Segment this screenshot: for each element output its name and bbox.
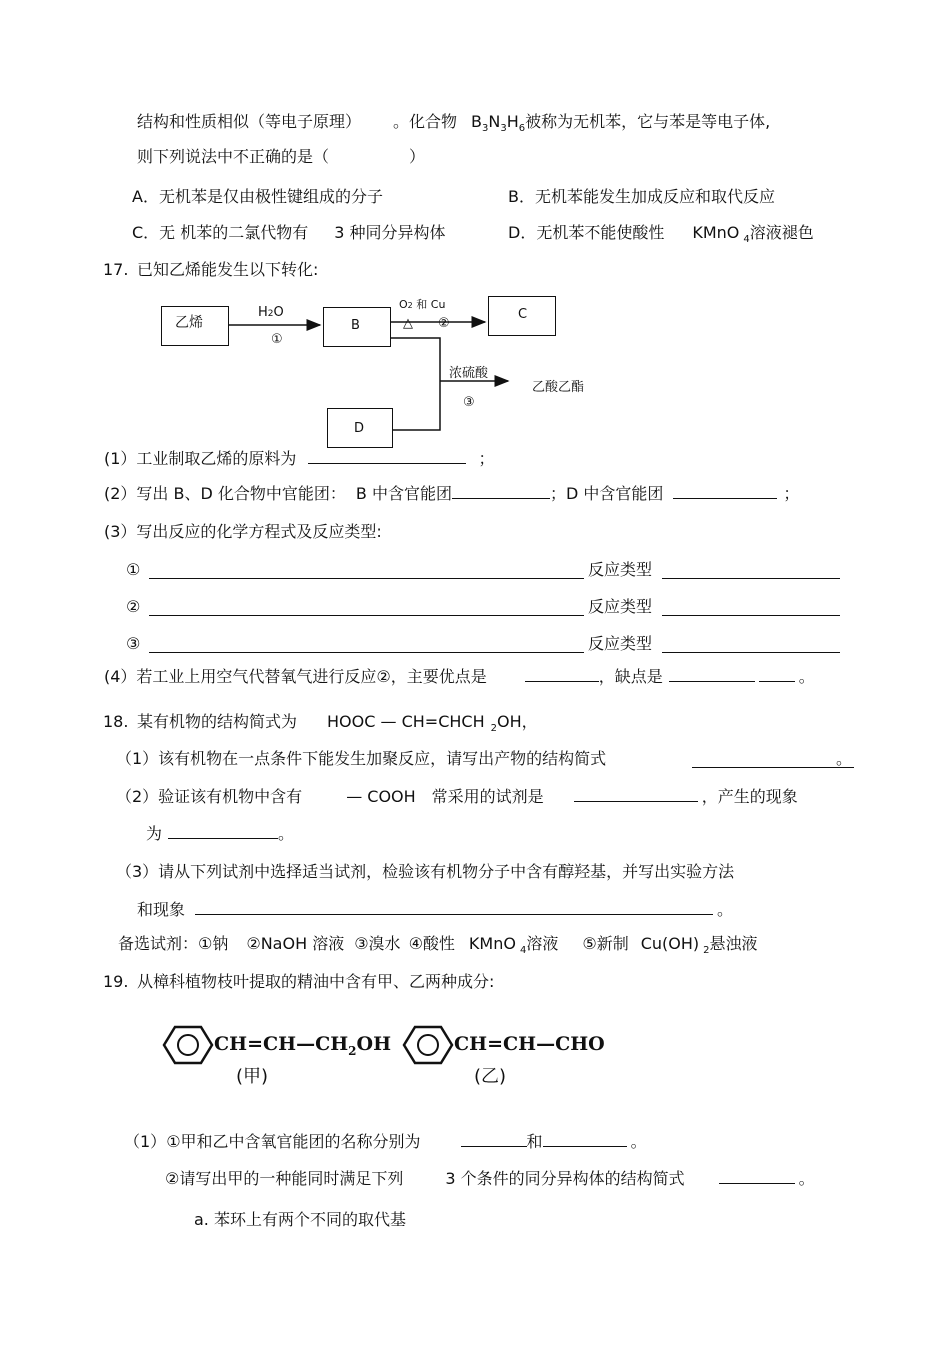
q16-line1b: 。化合物 [393,112,458,131]
q18-part2: （2）验证该有机物中含有 — COOH 常采用的试剂是 ，产生的现象 [116,787,798,806]
answer-blank-reagent[interactable] [574,787,698,802]
q17-stem: 已知乙烯能发生以下转化: [137,260,319,279]
q16-formula: $B_3N_3H_6$ [471,112,526,134]
eq-row-1-mark: ① [126,560,141,579]
step1-label: ① [271,332,283,347]
q18-part3-cont: 和现象 。 [137,900,734,919]
answer-blank-group-a[interactable] [461,1132,527,1147]
reagent-water: H2O [258,305,284,320]
benzene-ring-icon [162,1024,214,1066]
eq-row-1-type-label: 反应类型 [588,560,653,579]
answer-blank-group-b[interactable] [543,1132,627,1147]
eq-row-3-type-label: 反应类型 [588,634,653,653]
answer-blank-equation-3[interactable] [149,652,584,653]
eq-row-2-mark: ② [126,597,141,616]
q19-condition-a: a. 苯环上有两个不同的取代基 [194,1210,406,1229]
q16-option-d: D．无机苯不能使酸性 KMnO $_4$溶液褪色 [508,223,814,245]
q17-part2: (2）写出 B、D 化合物中官能团： B 中含官能团 ；D 中含官能团 ； [104,484,800,503]
eq-row-2-type-label: 反应类型 [588,597,653,616]
eq-row-3-mark: ③ [126,634,141,653]
answer-blank-equation-2[interactable] [149,615,584,616]
q17-part4: (4）若工业上用空气代替氧气进行反应②，主要优点是 ，缺点是 。 [104,667,815,686]
q19-part1b: ②请写出甲的一种能同时满足下列 3 个条件的同分异构体的结构简式 。 [165,1169,815,1188]
answer-blank-polymer[interactable] [692,767,854,768]
q16-option-a: A．无机苯是仅由极性键组成的分子 [132,187,383,206]
step3-label: ③ [463,395,475,410]
q19-number: 19. [103,972,129,991]
answer-blank-equation-1[interactable] [149,578,584,579]
answer-blank-type-2[interactable] [662,615,840,616]
molecule-b-label: (乙) [474,1066,507,1087]
q19-part1: （1）①甲和乙中含氧官能团的名称分别为 和 。 [124,1132,647,1151]
q17-part3: (3）写出反应的化学方程式及反应类型: [104,522,382,541]
box-ethylene-label: 乙烯 [175,315,203,331]
heat-symbol: △ [403,316,413,331]
answer-blank-method[interactable] [195,900,713,915]
q16-option-b: B．无机苯能发生加成反应和取代反应 [508,187,775,206]
answer-blank-phenomenon[interactable] [168,824,278,839]
q18-number: 18. [103,712,129,731]
answer-blank-type-3[interactable] [662,652,840,653]
answer-blank-b-group[interactable] [452,484,550,499]
product-ethyl-acetate: 乙酸乙酯 [532,380,585,395]
reagent-o2-cu: O2 和 Cu [399,298,446,311]
step2-label: ② [438,316,450,331]
diagram-arrows [0,0,950,500]
box-b-label: B [351,318,360,333]
box-c-label: C [518,307,528,322]
molecule-b-chain: CH=CH—CHO [454,1033,605,1055]
connector-b-d [390,338,440,430]
answer-blank-d-group[interactable] [673,484,777,499]
q19-stem: 从樟科植物枝叶提取的精油中含有甲、乙两种成分: [137,972,495,991]
q18-part1: （1）该有机物在一点条件下能发生加聚反应，请写出产物的结构简式 [116,749,607,768]
molecule-a-chain: $CH=CH—CH_2OH$ [214,1033,392,1058]
answer-blank-type-1[interactable] [662,578,840,579]
benzene-ring-icon [402,1024,454,1066]
box-d-label: D [354,421,365,436]
answer-blank-isomer[interactable] [719,1169,795,1184]
q18-part3: （3）请从下列试剂中选择适当试剂，检验该有机物分子中含有醇羟基，并写出实验方法 [116,862,735,881]
answer-blank-advantage[interactable] [525,667,599,682]
q18-reagent-list: 备选试剂：①钠 ②NaOH 溶液 ③溴水 ④酸性 KMnO $_4$溶液 ⑤新制 Cu(OH) $_2$悬浊液 [118,934,758,956]
q18-part2-cont: 为 。 [146,824,295,843]
answer-blank-disadvantage[interactable] [669,667,755,682]
q17-part1: (1）工业制取乙烯的原料为 ； [104,449,495,468]
reagent-conc-h2so4: 浓硫酸 [449,366,489,381]
q16-line1c: 被称为无机苯，它与苯是等电子体, [525,112,771,131]
q17-number: 17. [103,260,129,279]
molecule-a-label: (甲) [236,1066,269,1087]
q18-stem: 某有机物的结构简式为 HOOC — CH=CHCH $_2$OH， [137,712,538,734]
q16-line2: 则下列说法中不正确的是（ ） [137,147,426,166]
q16-question: 则下列说法中不正确的是（ [137,147,330,166]
q16-option-c: C．无 机苯的二氯代物有 3 种同分异构体 [132,223,446,242]
answer-blank-raw-material[interactable] [308,449,466,464]
q18-part1-end: 。 [836,749,853,768]
q16-line1a: 结构和性质相似（等电子原理） [137,112,362,131]
